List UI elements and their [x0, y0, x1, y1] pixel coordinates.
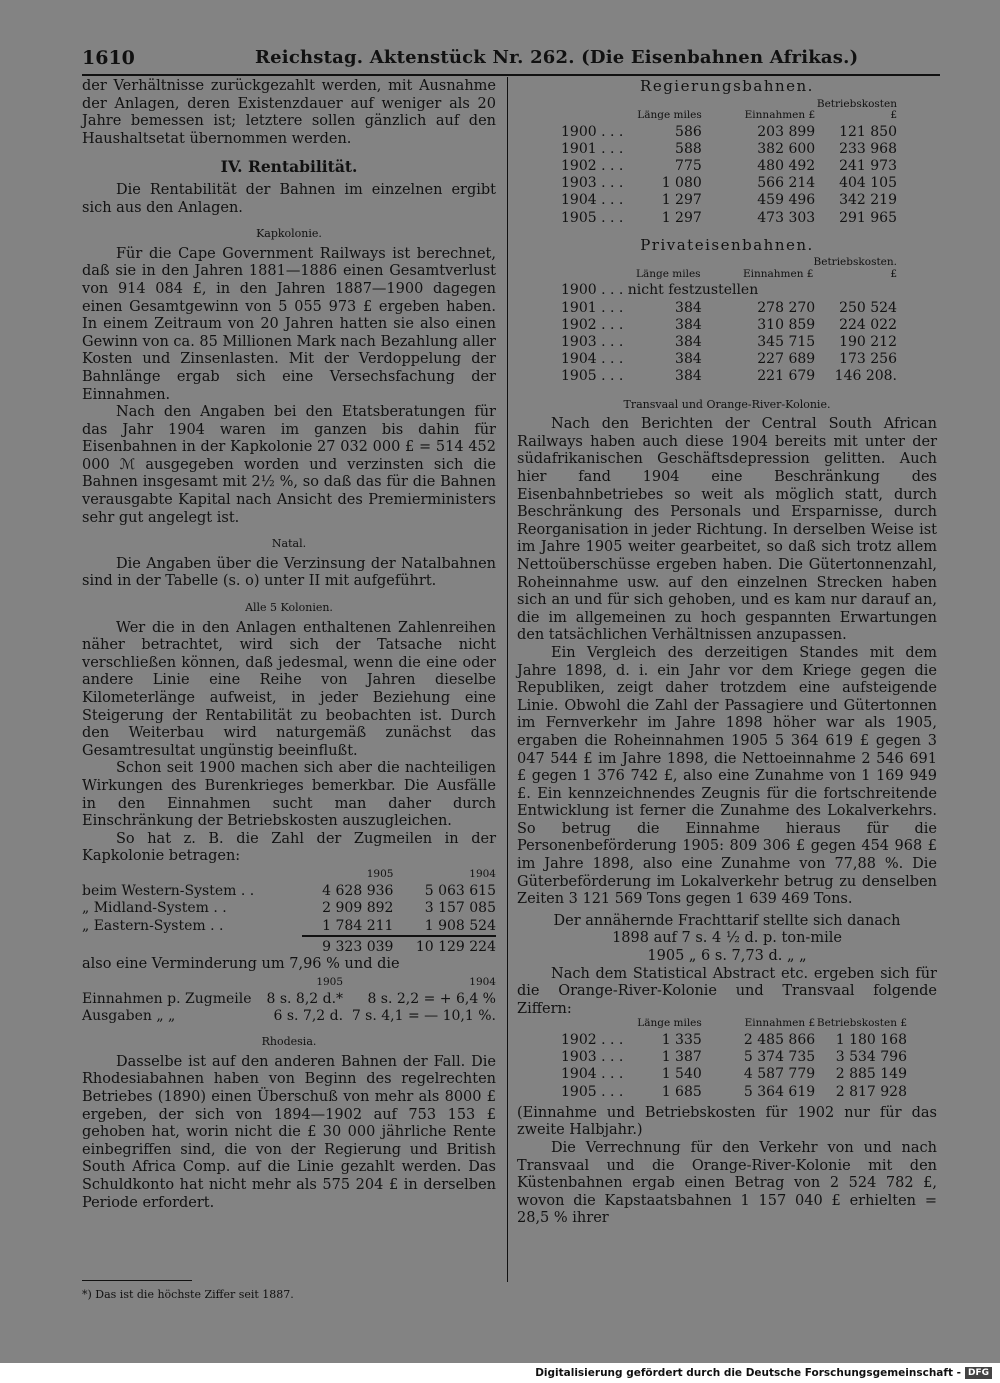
table-row: [517, 368, 937, 385]
table-cell: 291 965: [839, 209, 897, 226]
table-header: 1905: [316, 975, 344, 988]
dfg-logo: DFG: [965, 1367, 992, 1379]
table-header: Einnahmen £: [744, 109, 816, 122]
paragraph-verrechnung: Die Verrechnung für den Verkehr von und nach Transvaal und die Orange-River-Kolonie mit den Küstenbahnen ergab einen Betrag von 2 524 782 £, wovon die Kapstaatsbahnen 1 157 040 £ erhielten = 28,5 % ihrer: [517, 1139, 937, 1227]
paragraph-alle-3: So hat z. B. die Zahl der Zugmeilen in der Kapkolonie betragen:: [82, 830, 496, 865]
table-cell: 5 374 735: [743, 1049, 816, 1066]
table-row: [517, 192, 937, 209]
privateisenbahnen-header: [517, 257, 937, 282]
table-cell: 566 214: [757, 175, 816, 192]
table-cell: 1902 . . .: [561, 158, 624, 174]
table-cell: 1 540: [661, 1066, 702, 1083]
table-cell: 473 303: [757, 209, 816, 226]
zugmeilen-table: [82, 866, 496, 956]
table-row: [517, 300, 937, 317]
table-cell: 250 524: [839, 299, 897, 316]
table-cell: 227 689: [757, 351, 816, 368]
table-row: [517, 175, 937, 192]
table-cell: 1904 . . .: [561, 1066, 624, 1083]
subheading-kapkolonie: Kapkolonie.: [256, 227, 322, 241]
table-cell: 221 679: [757, 368, 816, 385]
table-cell: 382 600: [757, 140, 816, 157]
table-row: Einnahmen p. Zugmeile 8 s. 8,2 d.* 8 s. 2,2 = + 6,4 %: [82, 990, 496, 1007]
table-row: Ausgaben „ „ 6 s. 7,2 d. 7 s. 4,1 = — 10,1 %.: [82, 1007, 496, 1024]
table-cell: 1 080: [661, 175, 702, 192]
table-cell: 1900 . . .: [561, 123, 624, 140]
paragraph-kap-1: Für die Cape Government Railways ist berechnet, daß sie in den Jahren 1881—1886 einen Gesamtverlust von 914 084 £, in den Jahren 1887—1900 dagegen einen Gesamtgewinn von 5 055 973 £ ergeben haben. In einem Zeitraum von 20 Jahren hatten sie also einen Gewinn von ca. 85 Millionen Mark nach Bezahlung aller Kosten und Zinsenlasten. Mit der Verdoppelung der Bahnlänge ergab sich eine Versechsfachung der Einnahmen.: [82, 245, 496, 403]
regierungsbahnen-rows: [517, 124, 937, 227]
table-row: [517, 334, 937, 351]
table-row: [517, 141, 937, 158]
table-cell: 1905 . . .: [561, 368, 624, 385]
footnote-rule: [82, 1280, 192, 1281]
table-cell: 241 973: [839, 158, 897, 174]
right-column: [517, 78, 937, 1228]
table-sum-row: 9 323 039 10 129 224: [82, 936, 496, 956]
table-row: [517, 124, 937, 141]
table-cell: 233 968: [839, 140, 897, 157]
table-row: [517, 210, 937, 227]
table-cell: 345 715: [757, 334, 816, 351]
table-cell: 1 180 168: [835, 1031, 907, 1048]
paragraph-transvaal-2: Ein Vergleich des derzeitigen Standes mit dem Jahre 1898, d. i. ein Jahr vor dem Kriege gegen die Republiken, zeigt daher trotzdem eine aufsteigende Linie. Obwohl die Zahl der Passagiere und Gütertonnen im Fernverkehr im Jahre 1898 höher war als 1905, ergaben die Roheinnahmen 1905 5 364 619 £ gegen 3 047 544 £ im Jahre 1898, die Nettoeinnahme 2 546 691 £ gegen 1 376 742 £, also eine Zunahme von 1 169 949 £. Ein kennzeichnendes Zeugnis für die fortschreitende Entwicklung ist ferner die Zunahme des Lokalverkehrs. So betrug die Einnahme hieraus für die Personenbeförderung 1905: 809 306 £ gegen 454 968 £ im Jahre 1898, also eine Zunahme von 77,88 %. Die Güterbeförderung im Lokalverkehr betrug zu denselben Zeiten 3 121 569 Tons gegen 1 639 469 Tons.: [517, 644, 937, 908]
table-cell: 384: [675, 316, 702, 333]
paragraph-kap-2: Nach den Angaben bei den Etatsberatungen für das Jahr 1904 waren im ganzen bis dahin für Eisenbahnen in der Kapkolonie 27 032 000 £ = 514 452 000 ℳ ausgegeben worden und verzinsten sich die Bahnen insgesamt mit 2½ %, so daß das für die Bahnen verausgabte Kapital nach Ansicht des Premierministers sehr gut angelegt ist.: [82, 404, 496, 526]
subheading-transvaal: Transvaal und Orange-River-Kolonie.: [623, 397, 831, 411]
table-cell: 1 685: [661, 1083, 702, 1100]
table-title-privateisenbahnen: Privateisenbahnen.: [640, 235, 814, 254]
digitization-footer: [0, 1363, 1000, 1383]
table-cell: 1901 . . .: [561, 299, 624, 316]
paragraph-intro: der Verhältnisse zurückgezahlt werden, mit Ausnahme der Anlagen, deren Existenzdauer auf weniger als 20 Jahre bemessen ist; letztere sollen gänzlich auf den Haushaltsetat übernommen werden.: [82, 78, 496, 147]
table-cell: 586: [675, 123, 702, 140]
subheading-alle-kolonien: Alle 5 Kolonien.: [245, 601, 333, 615]
table-cell: 1903 . . .: [561, 175, 624, 192]
stat-table-body: [517, 1032, 937, 1101]
table-cell: 224 022: [839, 316, 897, 333]
table-cell: 1904 . . .: [561, 192, 624, 209]
orange-transvaal-header: [517, 1018, 937, 1032]
table-row: beim Western-System . . 4 628 936 5 063 615: [82, 883, 496, 900]
table-header: Betriebskosten £: [816, 1017, 907, 1030]
frachttarif-1898: 1898 auf 7 s. 4 ½ d. p. ton-mile: [612, 930, 842, 947]
stat-table-body: [517, 124, 937, 227]
table-cell: 121 850: [839, 123, 897, 140]
table-cell: 775: [675, 158, 702, 174]
table-row: [517, 158, 937, 175]
paragraph-rhodesia: Dasselbe ist auf den anderen Bahnen der Fall. Die Rhodesiabahnen haben von Beginn des regelrechten Betriebes (1890) einen Überschuß von mehr als 8000 £ ergeben, der sich von 1894—1902 auf 753 153 £ gehoben hat, worin nicht die £ 30 000 jährliche Rente einbegriffen sind, die von der Regierung und British South Africa Comp. auf die Linie gezahlt werden. Das Schuldkonto hat nicht mehr als 575 204 £ in derselben Periode erfordert.: [82, 1053, 496, 1211]
table-cell: 1 297: [661, 192, 702, 209]
table-cell: 1901 . . .: [561, 140, 624, 157]
table-header: Länge miles: [637, 1017, 702, 1030]
table-cell: 1902 . . .: [561, 316, 624, 333]
table-header: Einnahmen £: [744, 1017, 816, 1030]
left-column: [82, 78, 496, 1212]
table-cell: 1 297: [661, 209, 702, 226]
footnote: *) Das ist die höchste Ziffer seit 1887.: [82, 1288, 294, 1301]
table-row: [517, 317, 937, 334]
paragraph-alle-2: Schon seit 1900 machen sich aber die nachteiligen Wirkungen des Burenkrieges bemerkbar. Die Ausfälle in den Einnahmen sucht man daher durch Einschränkung der Betriebskosten auszugleichen.: [82, 760, 496, 830]
regierungsbahnen-table: [517, 99, 937, 124]
table-cell: 203 899: [757, 123, 816, 140]
table-cell: 5 364 619: [743, 1083, 816, 1100]
table-cell: 3 534 796: [835, 1049, 907, 1066]
table-header: Länge miles: [637, 109, 702, 122]
page-number: 1610: [82, 47, 135, 69]
table-cell: 278 270: [757, 299, 816, 316]
table-row: [517, 1066, 937, 1083]
paragraph-statistical-abstract: Nach dem Statistical Abstract etc. ergeben sich für die Orange-River-Kolonie und Transvaal folgende Ziffern:: [517, 965, 937, 1017]
paragraph-frachttarif: Der annähernde Frachttarif stellte sich danach: [553, 912, 901, 929]
stat-table-body: [517, 300, 937, 386]
section-title: IV. Rentabilität.: [220, 157, 358, 177]
table-header: 1904: [469, 867, 496, 880]
table-cell: 384: [675, 299, 702, 316]
table-cell: 1903 . . .: [561, 334, 624, 351]
table-cell: 146 208.: [834, 368, 897, 385]
table-cell: 404 105: [839, 175, 897, 192]
paragraph-note-1902: (Einnahme und Betriebskosten für 1902 nur für das zweite Halbjahr.): [517, 1104, 937, 1139]
table-cell: 1905 . . .: [561, 209, 624, 226]
paragraph-transvaal-1: Nach den Berichten der Central South African Railways haben auch diese 1904 bereits mit unter der südafrikanischen Geschäftsdepression gelitten. Auch hier fand 1904 eine Beschränkung des Eisenbahnbetriebes so weit als möglich statt, durch Beschränkung des Personals und Ersparnisse, durch Reorganisation in jeder Richtung. In derselben Weise ist im Jahre 1905 weiter gearbeitet, so daß sich trotz allem Nettoüberschüsse ergeben haben. Die Gütertonnenzahl, Roheinnahme usw. auf den einzelnen Strecken haben sich an und für sich gehoben, und es kam nur darauf an, die im allgemeinen zu hoch gespannten Erwartungen den tatsächlichen Verhältnissen anzupassen.: [517, 416, 937, 644]
table-header: Einnahmen £: [742, 267, 814, 280]
table-cell: 2 885 149: [835, 1066, 907, 1083]
table-header: Länge miles: [636, 267, 701, 280]
table-row: „ Eastern-System . . 1 784 211 1 908 524: [82, 917, 496, 935]
table-cell: 1905 . . .: [561, 1083, 624, 1100]
table-header: 1905: [366, 867, 394, 880]
table-cell: 1 387: [661, 1049, 702, 1066]
table-cell: 190 212: [839, 334, 897, 351]
header-rule: [82, 74, 940, 76]
table-cell: 4 587 779: [743, 1066, 816, 1083]
table-cell: 384: [675, 368, 702, 385]
table-cell: 2 485 866: [743, 1031, 816, 1048]
running-header: [0, 43, 1000, 73]
frachttarif-1905: 1905 „ 6 s. 7,73 d. „ „: [647, 948, 807, 965]
table-cell: 459 496: [757, 192, 816, 209]
running-title: Reichstag. Aktenstück Nr. 262. (Die Eisenbahnen Afrikas.): [255, 47, 859, 68]
table-cell: 1904 . . .: [561, 351, 624, 368]
table-cell: 384: [675, 334, 702, 351]
privateisenbahnen-row-1900: 1900 . . . nicht festzustellen: [561, 282, 759, 299]
zugmeile-comparison-table: [82, 974, 496, 1026]
table-cell: 2 817 928: [835, 1083, 907, 1100]
table-row: [517, 1032, 937, 1049]
paragraph-rentabilitaet: Die Rentabilität der Bahnen im einzelnen ergibt sich aus den Anlagen.: [82, 181, 496, 216]
table-row: [517, 1084, 937, 1101]
table-cell: 173 256: [839, 351, 897, 368]
subheading-natal: Natal.: [271, 537, 307, 551]
table-header: 1904: [469, 975, 496, 988]
table-cell: 384: [675, 351, 702, 368]
table-cell: 588: [675, 140, 702, 157]
table-cell: 1902 . . .: [561, 1031, 624, 1048]
table-row: [517, 351, 937, 368]
table-title-regierungsbahnen: Regierungsbahnen.: [640, 77, 814, 95]
column-divider: [507, 77, 508, 1282]
orange-transvaal-rows: [517, 1032, 937, 1101]
table-cell: 480 492: [757, 158, 816, 174]
table-row: „ Midland-System . . 2 909 892 3 157 085: [82, 900, 496, 917]
table-header: Betriebskosten £: [816, 97, 897, 122]
paragraph-alle-1: Wer die in den Anlagen enthaltenen Zahlenreihen näher betrachtet, wird sich der Tatsache nicht verschließen können, daß jedesmal, wenn die eine oder andere Linie eine Reihe von Jahren dieselbe Kilometerlänge aufweist, in jeder Beziehung eine Steigerung der Rentabilität zu beobachten ist. Durch den Weiterbau wird naturgemäß zunächst das Gesamtresultat ungünstig beeinflußt.: [82, 619, 496, 759]
table-cell: 310 859: [757, 316, 816, 333]
table-header: Betriebskosten. £: [813, 256, 897, 280]
table-row: [517, 1049, 937, 1066]
footer-credit: Digitalisierung gefördert durch die Deutsche Forschungsgemeinschaft -: [535, 1367, 961, 1379]
table-cell: 342 219: [839, 192, 897, 209]
paragraph-verminderung: also eine Verminderung um 7,96 % und die: [82, 955, 400, 972]
table-cell: 1903 . . .: [561, 1049, 624, 1066]
paragraph-natal: Die Angaben über die Verzinsung der Natalbahnen sind in der Tabelle (s. o) unter II mit aufgeführt.: [82, 555, 496, 590]
table-cell: 1 335: [661, 1031, 702, 1048]
privateisenbahnen-rows: [517, 300, 937, 386]
subheading-rhodesia: Rhodesia.: [261, 1035, 317, 1049]
